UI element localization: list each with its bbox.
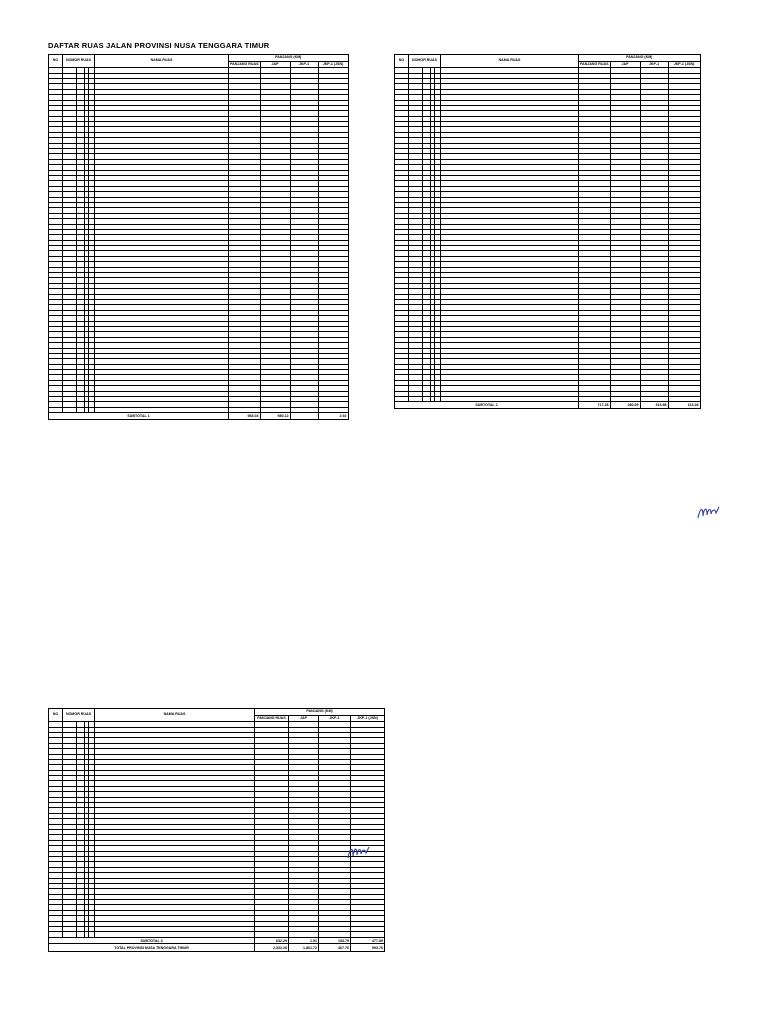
header-jkp1-jsn: JKP-1 (JSN) — [318, 61, 348, 68]
header-panjang: PANJANG (KM) — [229, 55, 349, 62]
header-jkp1: JKP-1 — [290, 61, 318, 68]
subtotal-panjang-ruas: 632.29 — [255, 937, 289, 944]
subtotal-jkp1: 313.98 — [640, 402, 668, 409]
document-title: DAFTAR RUAS JALAN PROVINSI NUSA TENGGARA TIMUR — [48, 41, 270, 50]
subtotal-jap: 1.51 — [289, 937, 319, 944]
header-jap: JAP — [610, 61, 640, 68]
header-no: NO — [49, 55, 63, 68]
header-panjang-ruas: PANJANG RUAS — [255, 715, 289, 722]
subtotal-jap: 280.09 — [610, 402, 640, 409]
header-nomor-ruas: NOMOR RUAS — [409, 55, 441, 68]
subtotal-jkp1: 153.79 — [319, 937, 351, 944]
header-panjang-ruas: PANJANG RUAS — [229, 61, 261, 68]
header-panjang-ruas: PANJANG RUAS — [579, 61, 611, 68]
subtotal-jap: 980.12 — [260, 413, 290, 420]
header-no: NO — [395, 55, 409, 68]
signature-mark — [346, 842, 372, 862]
subtotal-label: SUBTOTAL 2 — [395, 402, 579, 409]
total-jkp1-jsn: 593.76 — [351, 944, 385, 952]
header-panjang: PANJANG (KM) — [255, 709, 385, 716]
header-jkp1: JKP-1 — [319, 715, 351, 722]
total-label: TOTAL PROVINSI NUSA TENGGARA TIMUR — [49, 944, 255, 952]
header-nomor-ruas: NOMOR RUAS — [63, 709, 95, 722]
road-table-2 — [394, 54, 701, 409]
header-jkp1-jsn: JKP-1 (JSN) — [668, 61, 700, 68]
subtotal-jkp1-jsn: 477.89 — [351, 937, 385, 944]
header-jkp1: JKP-1 — [640, 61, 668, 68]
subtotal-jkp1 — [290, 413, 318, 420]
total-jap: 1,861.72 — [289, 944, 319, 952]
header-jkp1-jsn: JKP-1 (JSN) — [351, 715, 385, 722]
total-jkp1: 467.76 — [319, 944, 351, 952]
header-panjang: PANJANG (KM) — [579, 55, 701, 62]
subtotal-label: SUBTOTAL 1 — [49, 413, 229, 420]
header-nama-ruas: NAMA RUAS — [95, 55, 229, 68]
header-nama-ruas: NAMA RUAS — [441, 55, 579, 68]
header-jap: JAP — [260, 61, 290, 68]
total-row — [49, 944, 385, 952]
header-nama-ruas: NAMA RUAS — [95, 709, 255, 722]
header-nomor-ruas: NOMOR RUAS — [63, 55, 95, 68]
road-table-3 — [48, 708, 385, 952]
subtotal-jkp1-jsn: 2.92 — [318, 413, 348, 420]
subtotal-row-3 — [49, 937, 385, 944]
signature-mark — [696, 502, 722, 522]
road-table-1 — [48, 54, 349, 420]
subtotal-jkp1-jsn: 113.28 — [668, 402, 700, 409]
subtotal-label: SUBTOTAL 3 — [49, 937, 255, 944]
total-panjang-ruas: 2,332.28 — [255, 944, 289, 952]
subtotal-row-1 — [49, 413, 349, 420]
subtotal-panjang-ruas: 717.28 — [579, 402, 611, 409]
header-jap: JAP — [289, 715, 319, 722]
subtotal-panjang-ruas: 983.04 — [229, 413, 261, 420]
subtotal-row-2 — [395, 402, 701, 409]
header-no: NO — [49, 709, 63, 722]
